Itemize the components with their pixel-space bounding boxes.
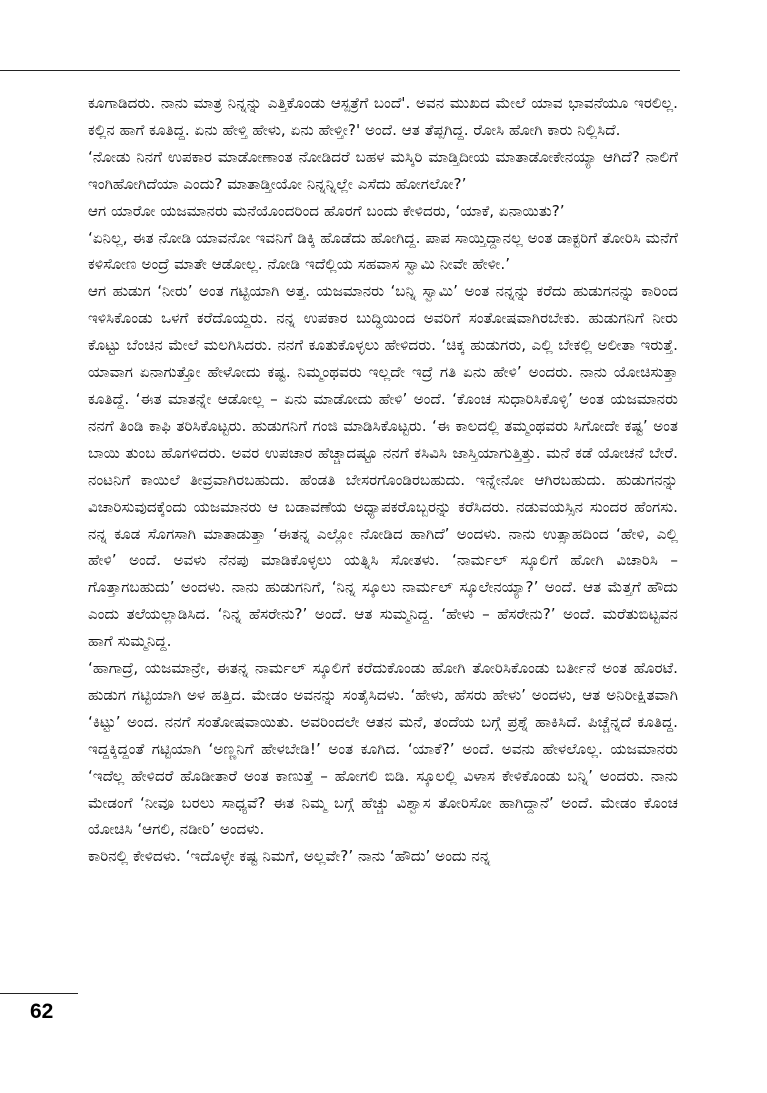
paragraph: ಆಗ ಯಾರೋ ಯಜಮಾನರು ಮನೆಯೊಂದರಿಂದ ಹೊರಗೆ ಬಂದು ಕೇಳಿದರು, ‘ಯಾಕೆ, ಏನಾಯಿತು?’ <box>88 201 565 220</box>
bottom-rule <box>0 993 78 994</box>
paragraph: ಕಾರಿನಲ್ಲಿ ಕೇಳಿದಳು. ‘ಇದೊಳ್ಳೇ ಕಷ್ಟ ನಿಮಗೆ, ಅಲ್ಲವೇ?’ ನಾನು ‘ಹೌದು’ ಅಂದು ನನ್ನ <box>88 847 491 866</box>
paragraph: ‘ಏನಿಲ್ಲ, ಈತ ನೋಡಿ ಯಾವನೋ ಇವನಿಗೆ ಡಿಕ್ಕಿ ಹೊಡೆದು ಹೋಗಿದ್ದ. ಪಾಪ ಸಾಯ್ತಿದ್ದಾನಲ್ಲ ಅಂತ ಡಾಕ್ಟರಿಗೆ ತೋರಿಸಿ ಮನೆಗೆ ಕಳಿಸೋಣ ಅಂದ್ರೆ ಮಾತೇ ಆಡೋಲ್ಲ. ನೋಡಿ ಇದೆಲ್ಲಿಯ ಸಹವಾಸ ಸ್ವಾಮಿ ನೀವೇ ಹೇಳೀ.’ <box>88 228 678 274</box>
paragraph: ‘ಹಾಗಾದ್ರೆ, ಯಜಮಾನ್ರೇ, ಈತನ್ನ ನಾರ್ಮಲ್ ಸ್ಕೂಲಿಗೆ ಕರೆದುಕೊಂಡು ಹೋಗಿ ತೋರಿಸಿಕೊಂಡು ಬರ್ತೀನೆ ಅಂತ ಹೊರಟೆ. ಹುಡುಗ ಗಟ್ಟಿಯಾಗಿ ಅಳ ಹತ್ತಿದ. ಮೇಡಂ ಅವನನ್ನು ಸಂತೈಸಿದಳು. ‘ಹೇಳು, ಹೆಸರು ಹೇಳು’ ಅಂದಳು, ಆತ ಅನಿರೀಕ್ಷಿತವಾಗಿ ‘ಕಿಟ್ಟು’ ಅಂದ. ನನಗೆ ಸಂತೋಷವಾಯಿತು. ಅವರಿಂದಲೇ ಆತನ ಮನೆ, ತಂದೆಯ ಬಗ್ಗೆ ಪ್ರಶ್ನೆ ಹಾಕಿಸಿದೆ. ಪಿಚ್ಚೆನ್ನದೆ ಕೂತಿದ್ದ. ಇದ್ದಕ್ಕಿದ್ದಂತೆ ಗಟ್ಟಿಯಾಗಿ ‘ಅಣ್ಣನಿಗೆ ಹೇಳಬೇಡಿ!’ ಅಂತ ಕೂಗಿದ. ‘ಯಾಕೆ?’ ಅಂದೆ. ಅವನು ಹೇಳಲೊಲ್ಲ. ಯಜಮಾನರು ‘ಇದೆಲ್ಲ ಹೇಳಿದರೆ ಹೊಡೀತಾರೆ ಅಂತ ಕಾಣುತ್ತೆ – ಹೋಗಲಿ ಬಿಡಿ. ಸ್ಕೂಲಲ್ಲಿ ವಿಳಾಸ ಕೇಳಿಕೊಂಡು ಬನ್ನಿ’ ಅಂದರು. ನಾನು ಮೇಡಂಗೆ ‘ನೀವೂ ಬರಲು ಸಾಧ್ಯವೆ? ಈತ ನಿಮ್ಮ ಬಗ್ಗೆ ಹೆಚ್ಚು ವಿಶ್ವಾಸ ತೋರಿಸೋ ಹಾಗಿದ್ದಾನೆ’ ಅಂದೆ. ಮೇಡಂ ಕೊಂಚ ಯೋಚಿಸಿ ‘ಆಗಲಿ, ನಡೀರಿ’ ಅಂದಳು. <box>88 659 678 839</box>
top-rule <box>0 70 680 71</box>
paragraph: ಕೂಗಾಡಿದರು. ನಾನು ಮಾತ್ರ ನಿನ್ನನ್ನು ಎತ್ತಿಕೊಂಡು ಆಸ್ಪತ್ರೆಗೆ ಬಂದೆ'. ಅವನ ಮುಖದ ಮೇಲೆ ಯಾವ ಭಾವನೆಯೂ ಇರಲಿಲ್ಲ. ಕಲ್ಲಿನ ಹಾಗೆ ಕೂತಿದ್ದ. ಏನು ಹೇಳ್ತಿ ಹೇಳು, ಏನು ಹೇಳ್ತೀ?' ಅಂದೆ. ಆತ ತೆಪ್ಪಗಿದ್ದ. ರೋಸಿ ಹೋಗಿ ಕಾರು ನಿಲ್ಲಿಸಿದೆ. <box>88 94 678 139</box>
page-body <box>88 90 678 870</box>
paragraph: ‘ನೋಡು ನಿನಗೆ ಉಪಕಾರ ಮಾಡೋಣಾಂತ ನೋಡಿದರೆ ಬಹಳ ಮಸ್ಕಿರಿ ಮಾಡ್ತಿದೀಯ ಮಾತಾಡೋಕೇನಯ್ಯಾ ಆಗಿದೆ? ನಾಲಿಗೆ ಇಂಗಿಹೋಗಿದೆಯಾ ಎಂದು? ಮಾತಾಡ್ತೀಯೋ ನಿನ್ನನ್ನಿಲ್ಲೇ ಎಸೆದು ಹೋಗಲೋ?’ <box>88 147 678 193</box>
paragraph: ಆಗ ಹುಡುಗ ‘ನೀರು’ ಅಂತ ಗಟ್ಟಿಯಾಗಿ ಅತ್ತ. ಯಜಮಾನರು ‘ಬನ್ನಿ ಸ್ವಾಮಿ’ ಅಂತ ನನ್ನನ್ನು ಕರೆದು ಹುಡುಗನನ್ನು ಕಾರಿಂದ ಇಳಿಸಿಕೊಂಡು ಒಳಗೆ ಕರೆದೊಯ್ದರು. ನನ್ನ ಉಪಕಾರ ಬುದ್ಧಿಯಿಂದ ಅವರಿಗೆ ಸಂತೋಷವಾಗಿರಬೇಕು. ಹುಡುಗನಿಗೆ ನೀರು ಕೊಟ್ಟು ಬೆಂಚಿನ ಮೇಲೆ ಮಲಗಿಸಿದರು. ನನಗೆ ಕೂತುಕೊಳ್ಳಲು ಹೇಳಿದರು. ‘ಚಿಕ್ಕ ಹುಡುಗರು, ಎಲ್ಲಿ ಬೇಕಲ್ಲಿ ಅಲೀತಾ ಇರುತ್ತೆ. ಯಾವಾಗ ಏನಾಗುತ್ತೋ ಹೇಳೋದು ಕಷ್ಟ. ನಿಮ್ಮಂಥವರು ಇಲ್ಲದೇ ಇದ್ರೆ ಗತಿ ಏನು ಹೇಳಿ’ ಅಂದರು. ನಾನು ಯೋಚಿಸುತ್ತಾ ಕೂತಿದ್ದೆ. ‘ಈತ ಮಾತನ್ನೇ ಆಡೋಲ್ಲ – ಏನು ಮಾಡೋದು ಹೇಳಿ’ ಅಂದೆ. ‘ಕೊಂಚ ಸುಧಾರಿಸಿಕೊಳ್ಳಿ’ ಅಂತ ಯಜಮಾನರು ನನಗೆ ತಿಂಡಿ ಕಾಫಿ ತರಿಸಿಕೊಟ್ಟರು. ಹುಡುಗನಿಗೆ ಗಂಜಿ ಮಾಡಿಸಿಕೊಟ್ಟರು. ‘ಈ ಕಾಲದಲ್ಲಿ ತಮ್ಮಂಥವರು ಸಿಗೋದೇ ಕಷ್ಟ’ ಅಂತ ಬಾಯಿ ತುಂಬ ಹೊಗಳಿದರು. ಅವರ ಉಪಚಾರ ಹೆಚ್ಚಾದಷ್ಟೂ ನನಗೆ ಕಸಿವಿಸಿ ಜಾಸ್ತಿಯಾಗುತ್ತಿತ್ತು. ಮನೆ ಕಡೆ ಯೋಚನೆ ಬೇರೆ. ನಂಟನಿಗೆ ಕಾಯಿಲೆ ತೀವ್ರವಾಗಿರಬಹುದು. ಹೆಂಡತಿ ಬೇಸರಗೊಂಡಿರಬಹುದು. ಇನ್ನೇನೋ ಆಗಿರಬಹುದು. ಹುಡುಗನನ್ನು ವಿಚಾರಿಸುವುದಕ್ಕೆಂದು ಯಜಮಾನರು ಆ ಬಡಾವಣೆಯ ಅಧ್ಯಾಪಕರೊಬ್ಬರನ್ನು ಕರೆಸಿದರು. ನಡುವಯಸ್ಸಿನ ಸುಂದರ ಹೆಂಗಸು. ನನ್ನ ಕೂಡ ಸೊಗಸಾಗಿ ಮಾತಾಡುತ್ತಾ ‘ಈತನ್ನ ಎಲ್ಲೋ ನೋಡಿದ ಹಾಗಿದೆ’ ಅಂದಳು. ನಾನು ಉತ್ಸಾಹದಿಂದ ‘ಹೇಳಿ, ಎಲ್ಲಿ ಹೇಳಿ’ ಅಂದೆ. ಅವಳು ನೆನಪು ಮಾಡಿಕೊಳ್ಳಲು ಯತ್ನಿಸಿ ಸೋತಳು. ‘ನಾರ್ಮಲ್ ಸ್ಕೂಲಿಗೆ ಹೋಗಿ ವಿಚಾರಿಸಿ – ಗೊತ್ತಾಗಬಹುದು’ ಅಂದಳು. ನಾನು ಹುಡುಗನಿಗೆ, ‘ನಿನ್ನ ಸ್ಕೂಲು ನಾರ್ಮಲ್ ಸ್ಕೂಲೇನಯ್ಯಾ?’ ಅಂದೆ. ಆತ ಮೆತ್ತಗೆ ಹೌದು ಎಂದು ತಲೆಯಲ್ಲಾಡಿಸಿದ. ‘ನಿನ್ನ ಹೆಸರೇನು?’ ಅಂದೆ. ಆತ ಸುಮ್ಮನಿದ್ದ. ‘ಹೇಳು – ಹೆಸರೇನು?’ ಅಂದೆ. ಮರೆತುಬಿಟ್ಟವನ ಹಾಗೆ ಸುಮ್ಮನಿದ್ದ. <box>88 282 678 651</box>
page-number: 62 <box>30 1000 54 1023</box>
